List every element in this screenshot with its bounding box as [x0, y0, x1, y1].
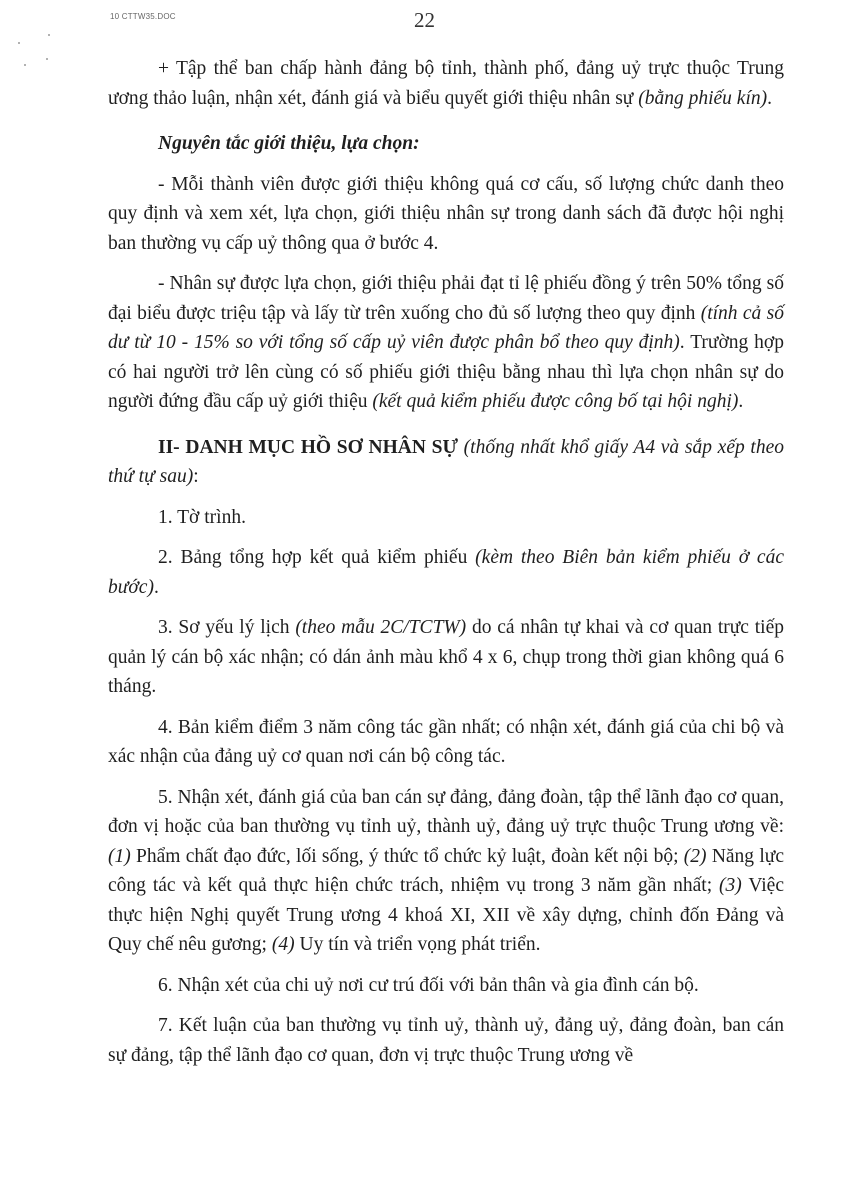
document-body [108, 54, 784, 1081]
scan-speck [46, 58, 48, 60]
list-item-3: 3. Sơ yếu lý lịch (theo mẫu 2C/TCTW) do cá nhân tự khai và cơ quan trực tiếp quản lý cán bộ xác nhận; có dán ảnh màu khổ 4 x 6, chụp trong thời gian không quá 6 tháng. [108, 617, 784, 697]
list-item-7: 7. Kết luận của ban thường vụ tỉnh uỷ, thành uỷ, đảng uỷ, đảng đoàn, ban cán sự đảng, tập thể lãnh đạo cơ quan, đơn vị trực thuộc Trung ương về [108, 1015, 784, 1066]
paragraph-member-nomination: - Mỗi thành viên được giới thiệu không quá cơ cấu, số lượng chức danh theo quy định và xem xét, lựa chọn, giới thiệu nhân sự trong danh sách đã được hội nghị ban thường vụ cấp uỷ thông qua ở bước 4. [108, 173, 784, 254]
scan-speck [18, 42, 20, 44]
list-item-5: 5. Nhận xét, đánh giá của ban cán sự đảng, đảng đoàn, tập thể lãnh đạo cơ quan, đơn vị hoặc của ban thường vụ tỉnh uỷ, thành uỷ, đảng uỷ trực thuộc Trung ương về: (1) Phẩm chất đạo đức, lối sống, ý thức tổ chức kỷ luật, đoàn kết nội bộ; (2) Năng lực công tác và kết quả thực hiện chức trách, nhiệm vụ trong 3 năm gần nhất; (3) Việc thực hiện Nghị quyết Trung ương 4 khoá XI, XII về xây dựng, chỉnh đốn Đảng và Quy chế nêu gương; (4) Uy tín và triển vọng phát triển. [108, 786, 784, 955]
section-heading-dossier: II- DANH MỤC HỒ SƠ NHÂN SỰ (thống nhất khổ giấy A4 và sắp xếp theo thứ tự sau): [108, 436, 784, 487]
scan-speck [24, 64, 26, 66]
list-item-4: 4. Bản kiểm điểm 3 năm công tác gần nhất; có nhận xét, đánh giá của chi bộ và xác nhận của đảng uỷ cơ quan nơi cán bộ công tác. [108, 716, 784, 767]
file-label: 10 CTTW35.DOC [110, 12, 176, 21]
principles-heading: Nguyên tắc giới thiệu, lựa chọn: [158, 133, 420, 154]
paragraph-selection-threshold: - Nhân sự được lựa chọn, giới thiệu phải đạt tỉ lệ phiếu đồng ý trên 50% tổng số đại biểu được triệu tập và lấy từ trên xuống cho đủ số lượng theo quy định (tính cả số dư từ 10 - 15% so với tổng số cấp uỷ viên được phân bổ theo quy định). Trường hợp có hai người trở lên cùng có số phiếu giới thiệu bằng nhau thì lựa chọn nhân sự do người đứng đầu cấp uỷ giới thiệu (kết quả kiểm phiếu được công bố tại hội nghị). [108, 273, 784, 412]
page-number: 22 [414, 8, 435, 32]
list-item-2: 2. Bảng tổng hợp kết quả kiểm phiếu (kèm theo Biên bản kiểm phiếu ở các bước). [108, 547, 784, 598]
list-item-6: 6. Nhận xét của chi uỷ nơi cư trú đối với bản thân và gia đình cán bộ. [158, 974, 699, 996]
scan-speck [48, 34, 50, 36]
paragraph-vote: + Tập thể ban chấp hành đảng bộ tỉnh, thành phố, đảng uỷ trực thuộc Trung ương thảo luận, nhận xét, đánh giá và biểu quyết giới thiệu nhân sự (bằng phiếu kín). [108, 58, 784, 109]
list-item-1: 1. Tờ trình. [158, 506, 246, 528]
